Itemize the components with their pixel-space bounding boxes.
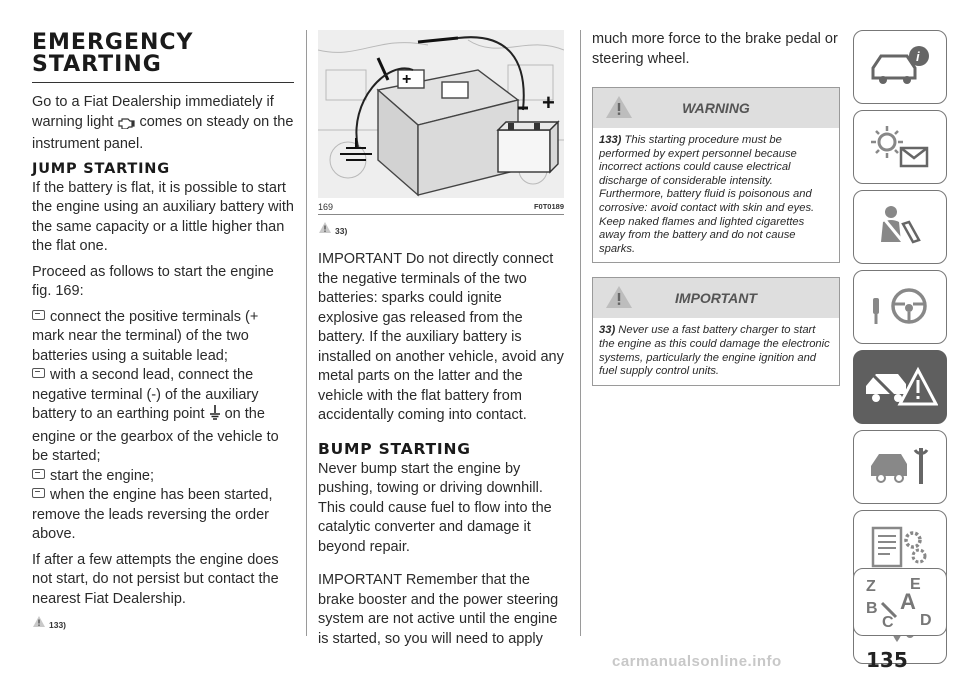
section-title: EMERGENCY STARTING	[32, 30, 194, 77]
svg-text:i: i	[916, 49, 920, 64]
engine-warning-light-icon	[117, 115, 135, 136]
figure-caption	[318, 202, 564, 215]
warning-header	[593, 88, 839, 128]
tab-car-info[interactable]	[853, 30, 947, 104]
page-number: 135	[866, 648, 908, 672]
figure-number: 169	[318, 202, 334, 212]
jump-paragraph-1: If the battery is flat, it is possible to start the engine using an auxiliary battery with the same capacity or a little higher than the flat one.	[32, 179, 294, 254]
svg-text:+: +	[542, 90, 555, 115]
watermark: carmanualsonline.info	[612, 653, 782, 670]
warning-text: This starting procedure must be performed by expert personnel because incorrect actions could cause electrical discharge of considerable intensity. Furthermore, battery fluid is poisonous and corrosive: avoid contact with skin and eyes. Keep naked flames and lighted cigarettes away from the battery and do not cause sparks.	[599, 134, 815, 255]
continuation-paragraph: much more force to the brake pedal or steering wheel.	[592, 31, 838, 67]
warning-number: 133)	[599, 134, 622, 146]
list-item: connect the positive terminals (+ mark near the terminal) of the two batteries using a suitable lead;	[32, 308, 259, 364]
tab-index[interactable]	[853, 568, 947, 636]
column-2	[318, 30, 564, 655]
important-text: Never use a fast battery charger to start the engine as this could damage the electronic systems, particularly the engine ignition and fuel supply control units.	[599, 324, 830, 378]
jump-paragraph-3: If after a few attempts the engine does not start, do not persist but contact the nearest Fiat Dealership.	[32, 551, 279, 607]
important-number: 33)	[599, 324, 616, 337]
tab-index-top	[855, 672, 945, 676]
seat-belt-airbag-icon	[865, 202, 935, 252]
warning-body	[593, 128, 839, 262]
figure-code: F0T0189	[533, 202, 564, 211]
warning-title: WARNING	[682, 100, 750, 116]
bullet-icon	[32, 469, 45, 479]
jump-starting-heading: JUMP STARTING	[32, 160, 170, 177]
bullet-icon	[32, 488, 45, 498]
svg-text:C: C	[882, 614, 894, 631]
important-paragraph: IMPORTANT Do not directly connect the negative terminals of the two batteries: sparks could ignite explosive gas released from the battery. If the auxiliary battery is installed on another vehicle, avoid any metal parts on the latter and the vehicle with the flat battery from accidentally coming into contact.	[318, 251, 564, 423]
dashboard-lights-icon	[865, 122, 935, 172]
warning-reference[interactable]: 133)	[32, 615, 294, 630]
svg-text:D: D	[920, 612, 932, 629]
earth-ground-icon	[209, 405, 221, 428]
tab-emergency[interactable]	[853, 350, 947, 424]
important-header	[593, 278, 839, 318]
bump-paragraph-2: IMPORTANT Remember that the brake booster and the power steering system are not active until the engine is started, so you will need to apply	[318, 572, 559, 647]
tab-safety[interactable]	[853, 190, 947, 264]
intro-paragraph: Go to a Fiat Dealership immediately if warning light comes on steady on the instrument panel.	[32, 94, 294, 152]
bump-paragraph-1: Never bump start the engine by pushing, towing or driving downhill. This could cause fuel to flow into the catalytic converter and damage it beyond repair.	[318, 460, 552, 555]
svg-text:+: +	[402, 71, 412, 88]
car-info-icon	[865, 42, 935, 92]
key-steering-wheel-icon	[865, 282, 935, 332]
svg-text:Z: Z	[866, 578, 876, 595]
jump-paragraph-2: Proceed as follows to start the engine fig. 169:	[32, 263, 274, 299]
important-reference[interactable]: 33)	[318, 221, 564, 236]
alphabetical-index-glyphs	[860, 573, 940, 631]
svg-text:A: A	[900, 589, 916, 614]
column-divider	[306, 30, 307, 636]
tab-maintenance[interactable]	[853, 430, 947, 504]
jump-start-figure	[318, 30, 564, 198]
important-box	[592, 277, 840, 385]
list-item: when the engine has been started, remove the leads reversing the order above.	[32, 487, 273, 542]
tab-starting-driving[interactable]	[853, 270, 947, 344]
important-triangle-icon	[605, 285, 633, 314]
list-item: with a second lead, connect the negative terminal (-) of the auxiliary battery to an earthing point on the engine or the gearbox of the vehicle to be started;	[32, 367, 279, 464]
battery-jump-illustration	[318, 30, 564, 198]
title-underline	[32, 82, 294, 83]
warning-triangle-icon	[32, 615, 46, 630]
important-title: IMPORTANT	[675, 290, 757, 307]
important-body	[593, 318, 839, 384]
tab-dashboard-lights[interactable]	[853, 110, 947, 184]
column-1	[32, 30, 294, 630]
bump-starting-heading: BUMP STARTING	[318, 439, 471, 458]
car-wrench-icon	[865, 442, 935, 492]
warning-triangle-icon	[605, 95, 633, 124]
bullet-icon	[32, 310, 45, 320]
car-warning-triangle-icon	[862, 362, 938, 412]
important-triangle-icon	[318, 221, 332, 236]
warning-box	[592, 87, 840, 263]
svg-text:E: E	[910, 576, 921, 593]
column-3	[592, 30, 840, 400]
svg-text:B: B	[866, 600, 878, 617]
column-divider	[580, 30, 581, 636]
bullet-icon	[32, 368, 45, 378]
list-item: start the engine;	[32, 467, 294, 487]
technical-data-icon	[865, 522, 935, 572]
